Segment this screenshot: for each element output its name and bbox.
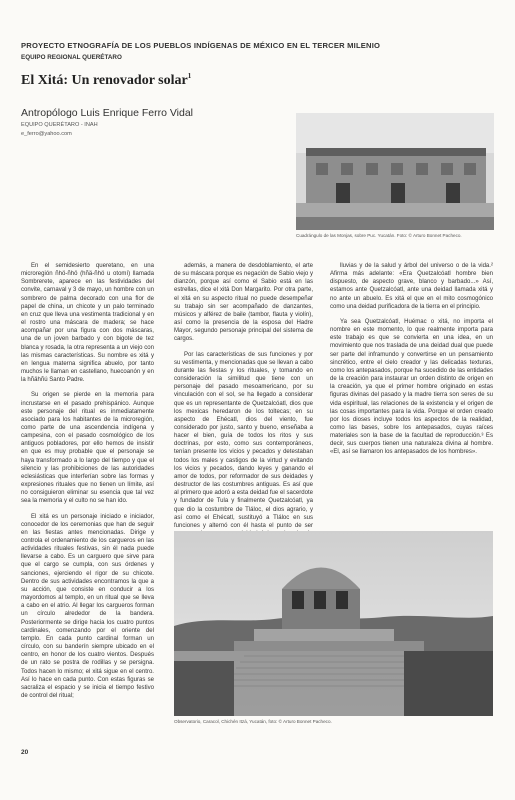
col1-paragraph: En el semidesierto queretano, en una microregión ñhö-ñhö (hñä-ñhö u otomí) llamada Sombrerete, aparece en las festividades del convite, carnaval y 3 de mayo, un hombre con un sombrero de palma decorado con una flor de papel de china, un chicote y un palo terminado en cruz que lleva una vestimenta tradicional y en el rostro una máscara de madera; se hace acompañar por una figura con dos máscaras, una de un joven barbado y con bigote de tez blanca y rosada, la otra representa a un viejo con las mismas características. Su nombre es xitá y en lengua materna significa abuelo, por tanto muchos le llaman en castellano, huecoanón y en la hñähñú Santo Padre.: [21, 263, 154, 384]
title-footnote-mark: 1: [187, 72, 192, 80]
monjas-illustration: [296, 113, 494, 230]
series-header: PROYECTO ETNOGRAFÍA DE LOS PUEBLOS INDÍGENAS DE MÉXICO EN EL TERCER MILENIO: [21, 41, 381, 50]
column-2: [174, 262, 313, 528]
col2-paragraph: Por las características de sus funciones y por su vestimenta, y mencionadas que se llevan a cabo durante las fiestas y los rituales, y tomando en consideración la similitud que tiene con un personaje del pasado mesoamericano, por su vinculación con el sol, se ha llegado a considerar que es un representante de Quetzalcóatl, dios que los mexicas heredaron de los toltecas; en su aspecto de Ehécatl, dios del viento, fue considerado por justo, santo y bueno, enseñaba a hacer el bien, guía de todos los ritos y sus doctrinas, por esto, como sus contemporáneos, tenían presente los vicios y pecados y detestaban todos los males y castigos de la virtud y evitando los vicios y pecados, dando leyes y ganando el amor de todos, por reformador de sus deidades y destructor de las costumbres antiguas. Es así que al primero que adoró a esta deidad fue el sacerdote y fundador de Tula y finalmente Quetzalcóatl, ya que dio la costumbre de Tláloc, el dios agrario, y así como el Ehécatl, sustituyó a Tláloc en sus funciones y alternó con él hasta el punto de ser: [174, 351, 313, 529]
author-email: e_ferro@yahoo.com: [21, 131, 72, 137]
bottom-photo: [174, 531, 493, 716]
caracol-illustration: [174, 531, 493, 716]
article-title: [21, 73, 191, 89]
bottom-photo-caption: Observatorio, Caracol, Chichén Itzá, Yucatán, foto: © Arturo Bonnet Pacheco.: [174, 719, 332, 724]
top-photo-caption: Cuadrángulo de las Monjas, sobre Puc. Yucatán. Foto: © Arturo Bonnet Pacheco.: [296, 233, 462, 238]
team-header: EQUIPO REGIONAL QUERÉTARO: [21, 54, 122, 61]
title-text: El Xitá: Un renovador solar: [21, 73, 188, 88]
column-1: [21, 262, 154, 740]
page-number: 20: [21, 749, 29, 756]
top-photo: [296, 113, 494, 230]
author-affiliation: EQUIPO QUERÉTARO - INAH: [21, 122, 98, 128]
col3-paragraph: lluvias y de la salud y árbol del universo o de la vida.² Afirma más adelante: «Era Quetzalcóatl hombre bien dispuesto, de aspecto grave, blanco y barbado...» Así, estamos ante Quetzalcóatl, ante una deidad llamada xitá y no ante un abuelo. Es xitá el que en el mito cosmogónico como una deidad purificadora de la tierra en el principio.: [330, 263, 493, 310]
col1-paragraph: Su origen se pierde en la memoria para incrustarse en el pasado prehispánico. Aunque este personaje del ritual es inmediatamente asociado para los habitantes de la microregión, como parte de una ascendencia indígena y campesina, con el pasado cosmológico de los antiguos pobladores, por ello hemos de insistir en que es muy probable que el personaje se haya transformado a lo largo del tiempo y que el silencio y las prohibiciones de las autoridades eclesiásticas que interferían sobre las formas y expresiones rituales que no tienen un límite, así no consiguieron eliminar su esencia que tal vez sea la memoria y el culto no se han ido.: [21, 392, 154, 505]
col1-paragraph: El xitá es un personaje iniciado e iniciador, conocedor de los ceremonias que han de seguir en las fiestas antes mencionadas. Dirige y controla el ordenamiento de los cargueros en las actividades rituales festivas, sin él nada puede llevarse a cabo. Es un carguero que sirve para que el cargo se cumpla, con sus órdenes y sanciones, ejerciendo el rigor de su chicote. Dentro de sus actividades encontramos la que a su acción, que consiste en conducir a los mayordomos al templo, en un ritual que se lleva a cabo en el atrio. Al llegar los cargueros forman un círculo alrededor de la bandera. Posteriormente se dirige hacia los cuatro puntos cardinales, comenzando por el oriente del templo. En cada punto cardinal forman un círculo, con su banderín siempre ubicado en el centro, en honor de los cuatro vientos. Después de un rato se postra de rodillas y se persigna. Todos hacen lo mismo; el xitá sigue en el centro. Así lo hace en cada punto. Con estas figuras se sacraliza el espacio y se inicia el tiempo festivo de control del ritual;: [21, 513, 154, 699]
author-name: Antropólogo Luis Enrique Ferro Vidal: [21, 107, 193, 119]
col2-paragraph: además, a manera de desdoblamiento, el arte de su máscara porque es negación de Sabio viejo y dianzón, porque así como el Sabio está en las estrellas, dice el xitá Don Margarito. Por otra parte, el xitá en su aspecto ritual no puede desempeñar su trabajo sin ser acompañado de danzantes, músicos y alférez de baile (tambor, flauta y violín), así como la presencia de la esposa del Hadre Mayor, segundo personaje principal del sistema de cargos.: [174, 263, 313, 343]
column-3: [330, 262, 493, 528]
col3-paragraph: Ya sea Quetzalcóatl, Huémac o xitá, no importa el nombre en este momento, lo que realmente importa para este trabajo es que se convierta en una idea, en un movimiento que nos traslada de una deidad dual que puede ser parte del inframundo y convertirse en un pensamiento sincrético, entre el cielo creador y las delicadas texturas, como los antepasados, porque ha sucedido de las entidades de la creación para instaurar un orden distinto de origen en la creación, ya que el primer hombre originado en estas figuras divinas del pasado y la madre tierra son seres de su vida espiritual, las relaciones de la existencia y el origen de las cosas importantes para la vida. Porque el orden creado por los dioses incluye todos los aspectos de la realidad, como las bases, sobre los antepasados, cuyas raíces materiales son la base de la facultad de reproducción.³ Es decir, sus cuerpos tienen una naturaleza divina al hombre. «El, así se llamaron los antepasados de los hombres».: [330, 318, 493, 456]
